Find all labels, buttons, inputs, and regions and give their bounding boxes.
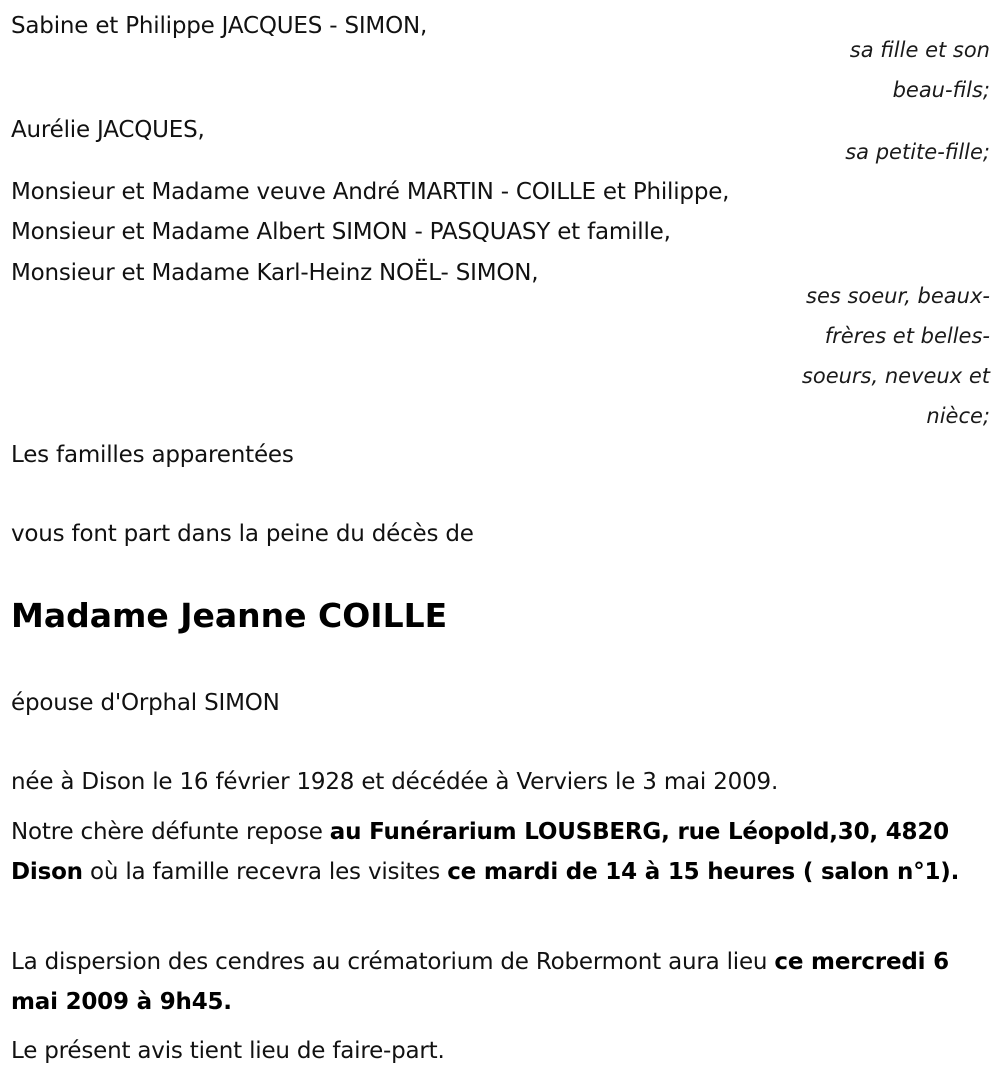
related-families: Les familles apparentées — [11, 442, 294, 468]
family-name-line: Aurélie JACQUES, — [11, 117, 205, 143]
relation-line: beau-fils; — [892, 78, 990, 102]
relation-line: ses soeur, beaux- — [806, 284, 990, 308]
funeral-home-address: au Funérarium LOUSBERG, rue Léopold,30, 4820 Dison — [11, 819, 949, 885]
visitation-text: où la famille recevra les visites — [82, 859, 448, 885]
family-name-line: Sabine et Philippe JACQUES - SIMON, — [11, 13, 428, 39]
relation-label — [730, 132, 990, 172]
ceremony-paragraph — [11, 942, 986, 1022]
deceased-name: Madame Jeanne COILLE — [11, 596, 448, 635]
relation-label — [730, 30, 990, 110]
relation-line: sa fille et son — [849, 38, 990, 62]
visitation-time: ce mardi de 14 à 15 heures ( salon n°1). — [447, 859, 960, 885]
relation-label — [730, 276, 990, 436]
ceremony-text: La dispersion des cendres au crématorium de Robermont aura lieu — [11, 949, 775, 975]
family-name-line: Monsieur et Madame veuve André MARTIN - COILLE et Philippe, — [11, 179, 730, 205]
family-name-line: Monsieur et Madame Karl-Heinz NOËL- SIMON, — [11, 260, 539, 286]
ceremony-date: ce mercredi 6 mai 2009 à 9h45. — [11, 949, 949, 1015]
relation-line: nièce; — [926, 404, 990, 428]
relation-line: frères et belles- — [824, 324, 990, 348]
closing-line: Le présent avis tient lieu de faire-part. — [11, 1038, 445, 1064]
visitation-paragraph — [11, 812, 986, 892]
family-name-line: Monsieur et Madame Albert SIMON - PASQUASY et famille, — [11, 219, 671, 245]
spouse-line: épouse d'Orphal SIMON — [11, 690, 280, 716]
intro-text: vous font part dans la peine du décès de — [11, 521, 474, 547]
relation-line: soeurs, neveux et — [801, 364, 990, 388]
relation-line: sa petite-fille; — [845, 140, 990, 164]
birth-death-line: née à Dison le 16 février 1928 et décédée à Verviers le 3 mai 2009. — [11, 769, 779, 795]
visitation-text: Notre chère défunte repose — [11, 819, 330, 845]
